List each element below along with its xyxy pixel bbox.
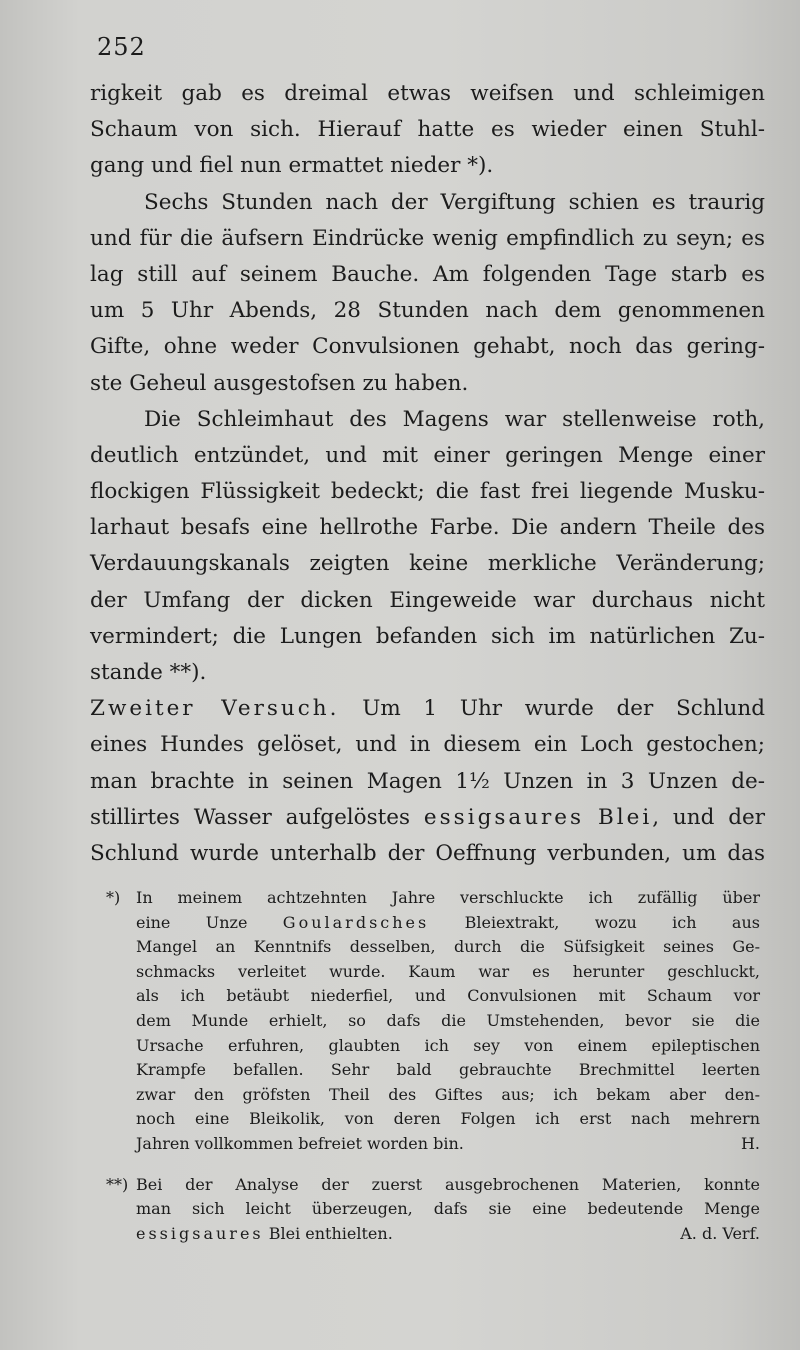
text-line: Verdauungskanals zeigten keine merkliche Veränderung; bbox=[90, 551, 765, 577]
text-run: Bleiextrakt, wozu ich aus bbox=[464, 912, 760, 932]
footnote-line: als ich betäubt niederfiel, und Convulsionen mit Schaum vor bbox=[136, 986, 760, 1006]
text-line: rigkeit gab es dreimal etwas weifsen und schleimigen bbox=[90, 81, 765, 106]
footnotes bbox=[106, 886, 760, 1262]
footnote-line: Ursache erfuhren, glaubten ich sey von einem epileptischen bbox=[136, 1035, 760, 1055]
text-line: larhaut besafs eine hellrothe Farbe. Die andern Theile des bbox=[90, 515, 765, 541]
footnote-line bbox=[106, 1132, 760, 1157]
emphasized-term: Blei bbox=[597, 804, 653, 830]
text-line: eines Hundes gelöset, und in diesem ein Loch gestochen; bbox=[90, 732, 765, 758]
footnote-line: Krampfe befallen. Sehr bald gebrauchte Brechmittel leerten bbox=[136, 1060, 760, 1080]
emphasized-term: essigsaures bbox=[136, 1223, 264, 1243]
emphasized-term: essigsaures bbox=[423, 804, 585, 830]
text-run: Jahren vollkommen befreiet worden bin. bbox=[136, 1133, 464, 1153]
page-number: 252 bbox=[97, 33, 146, 61]
text-line: Schaum von sich. Hierauf hatte es wieder einen Stuhl- bbox=[90, 117, 765, 143]
footnote-line: dem Munde erhielt, so dafs die Umstehenden, bevor sie die bbox=[136, 1010, 760, 1030]
footnote-line: schmacks verleitet wurde. Kaum war es herunter geschluckt, bbox=[136, 961, 760, 981]
text-line: stande **). bbox=[90, 660, 207, 685]
text-line: vermindert; die Lungen befanden sich im natürlichen Zu- bbox=[90, 623, 765, 649]
text-line: gang und fiel nun ermattet nieder *). bbox=[90, 153, 494, 179]
footnote-signature: A. d. Verf. bbox=[680, 1223, 760, 1243]
footnote-marker: **) bbox=[106, 1174, 129, 1194]
footnote-line: man sich leicht überzeugen, dafs sie eine bedeutende Menge bbox=[136, 1199, 760, 1219]
footnote-line bbox=[106, 886, 760, 911]
text-line: man brachte in seinen Magen 1½ Unzen in 3 Unzen de- bbox=[90, 768, 765, 794]
text-line: deutlich entzündet, und mit einer geringen Menge einer bbox=[90, 442, 765, 468]
text-line: Die Schleimhaut des Magens war stellenweise roth, bbox=[144, 406, 765, 432]
footnote-line: noch eine Bleikolik, von deren Folgen ich erst nach mehrern bbox=[136, 1109, 760, 1129]
text-run: Blei enthielten. bbox=[268, 1223, 393, 1243]
main-text bbox=[90, 76, 765, 872]
text-line bbox=[90, 800, 765, 836]
text-run: , und der bbox=[652, 804, 765, 830]
text-line: Gifte, ohne weder Convulsionen gehabt, noch das gering- bbox=[90, 334, 765, 360]
footnote-line bbox=[106, 1173, 760, 1198]
text-line: ste Geheul ausgestofsen zu haben. bbox=[90, 370, 469, 396]
text-run: In meinem achtzehnten Jahre verschluckte ich zufällig über bbox=[136, 888, 760, 907]
section-heading: Zweiter Versuch. bbox=[90, 696, 340, 722]
footnote-line: zwar den gröfsten Theil des Giftes aus; ich bekam aber den- bbox=[136, 1084, 760, 1104]
text-line: Schlund wurde unterhalb der Oeffnung verbunden, um das bbox=[90, 840, 765, 866]
text-line: der Umfang der dicken Eingeweide war durchaus nicht bbox=[90, 587, 765, 613]
footnote-1 bbox=[106, 886, 760, 1157]
text-run: stillirtes Wasser aufgelöstes bbox=[90, 804, 411, 830]
text-line: um 5 Uhr Abends, 28 Stunden nach dem genommenen bbox=[90, 298, 765, 324]
text-line: lag still auf seinem Bauche. Am folgenden Tage starb es bbox=[90, 261, 765, 287]
text-line bbox=[90, 691, 765, 727]
text-run: Bei der Analyse der zuerst ausgebrochenen Materien, konnte bbox=[136, 1174, 760, 1194]
emphasized-term: Goulardsches bbox=[282, 912, 430, 932]
text-line: Sechs Stunden nach der Vergiftung schien es traurig bbox=[144, 189, 765, 215]
text-run: Um 1 Uhr wurde der Schlund bbox=[362, 696, 765, 722]
text-run: eine Unze bbox=[136, 912, 248, 932]
footnote-2 bbox=[106, 1173, 760, 1247]
footnote-marker: *) bbox=[106, 888, 121, 907]
footnote-line: Mangel an Kenntnifs desselben, durch die Süfsigkeit seines Ge- bbox=[136, 937, 760, 957]
text-line: flockigen Flüssigkeit bedeckt; die fast frei liegende Musku- bbox=[90, 479, 765, 505]
text-line: und für die äufsern Eindrücke wenig empfindlich zu seyn; es bbox=[90, 225, 765, 251]
footnote-signature: H. bbox=[740, 1133, 760, 1153]
footnote-line bbox=[106, 911, 760, 936]
footnote-line bbox=[106, 1222, 760, 1247]
